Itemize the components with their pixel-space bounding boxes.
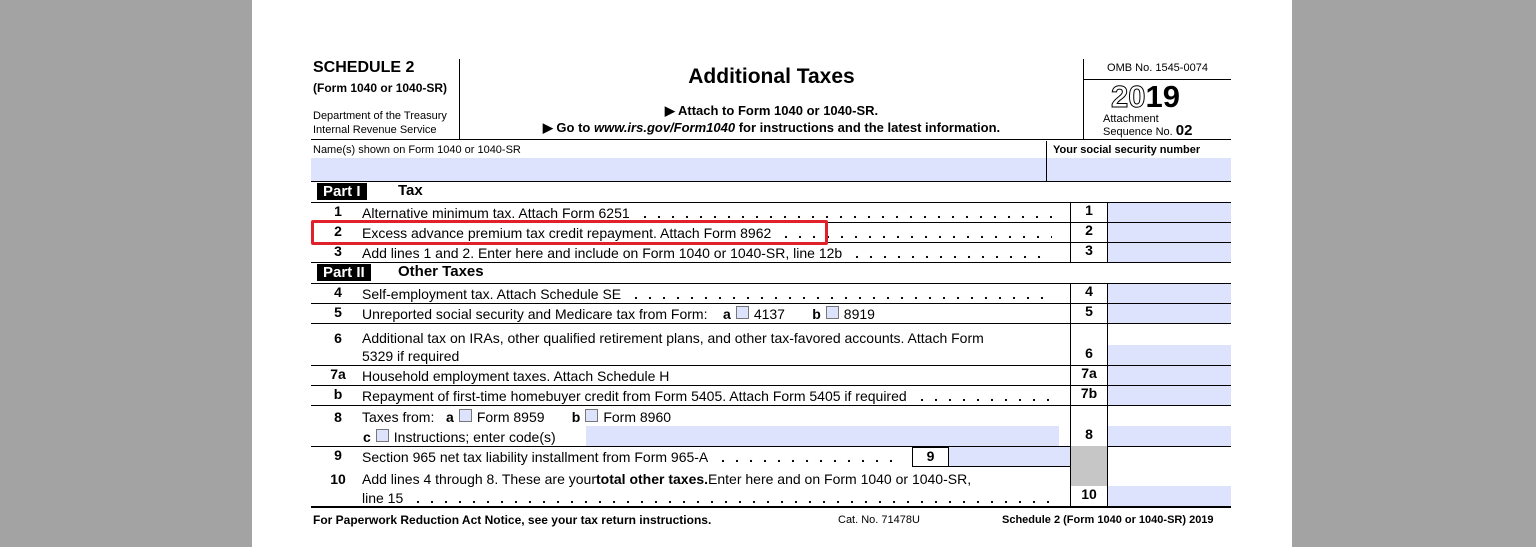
checkbox-8959[interactable] [459,409,472,422]
line-10-input[interactable] [1108,486,1231,506]
omb-number: OMB No. 1545-0074 [1107,62,1208,74]
name-label: Name(s) shown on Form 1040 or 1040-SR [313,144,521,156]
line-10: 10 Add lines 4 through 8. These are your total other taxes. Enter here and on Form 1040 or 1040-SR, line 15 10 [311,467,1231,508]
line-4: 4 Self-employment tax. Attach Schedule SE 4 [311,284,1231,304]
line-7a: 7a Household employment taxes. Attach Schedule H 7a [311,366,1231,386]
line-1: 1 Alternative minimum tax. Attach Form 6251 1 [311,203,1231,223]
ssn-input[interactable] [1047,158,1231,181]
line-3-input[interactable] [1108,243,1231,262]
footer-form: Schedule 2 (Form 1040 or 1040-SR) 2019 [1002,514,1214,526]
line-5: 5 Unreported social security and Medicare tax from Form: a 4137 b 8919 5 [311,304,1231,324]
line-5-input[interactable] [1108,304,1231,323]
line-7a-input[interactable] [1108,366,1231,385]
cat-number: Cat. No. 71478U [838,514,920,526]
line-9-input[interactable] [949,447,1070,467]
ssn-label: Your social security number [1053,144,1201,156]
line-7b: b Repayment of first-time homebuyer credit from Form 5405. Attach Form 5405 if required 7b [311,386,1231,406]
line-6: 6 Additional tax on IRAs, other qualified retirement plans, and other tax-favored accounts. Attach Form 5329 if required 6 [311,324,1231,366]
checkbox-8960[interactable] [585,409,598,422]
tax-year: 2019 [1111,79,1180,114]
form-header [311,59,1231,140]
line-2: 2 Excess advance premium tax credit repayment. Attach Form 8962 2 [311,223,1231,243]
line-2-input[interactable] [1108,223,1231,242]
attachment-seq: Attachment Sequence No. 02 [1103,113,1193,139]
irs-link[interactable]: www.irs.gov/Form1040 [593,120,736,135]
line-8: 8 Taxes from: a Form 8959 b Form 8960 c Instructions; enter code(s) 8 [311,406,1231,447]
part2-header: Part II Other Taxes [311,263,1231,284]
schedule-label: SCHEDULE 2 [313,59,415,76]
checkbox-instructions[interactable] [376,429,389,442]
line-8c-code-input[interactable] [586,426,1059,446]
dept: Department of the Treasury [313,110,447,122]
line-9: 9 Section 965 net tax liability installment from Form 965-A 9 [311,447,1231,467]
form-title: Additional Taxes [688,65,855,88]
checkbox-8919[interactable] [826,306,839,319]
paperwork-notice: For Paperwork Reduction Act Notice, see your tax return instructions. [313,513,712,527]
attach-instruction: ▶ Attach to Form 1040 or 1040-SR. [664,103,879,118]
form-ref: (Form 1040 or 1040-SR) [313,81,448,95]
irs: Internal Revenue Service [313,124,437,136]
line-1-input[interactable] [1108,203,1231,222]
line-3: 3 Add lines 1 and 2. Enter here and include on Form 1040 or 1040-SR, line 12b 3 [311,243,1231,263]
checkbox-4137[interactable] [736,306,749,319]
part1-header: Part I Tax [311,182,1231,203]
line-4-input[interactable] [1108,284,1231,303]
line-8-input[interactable] [1108,426,1231,446]
line-6-input[interactable] [1108,345,1231,365]
highlight-box [311,220,828,245]
name-input[interactable] [311,158,1046,181]
goto-instruction: ▶ Go to www.irs.gov/Form1040 for instructions and the latest information. [542,120,1001,135]
line-7b-input[interactable] [1108,386,1231,405]
